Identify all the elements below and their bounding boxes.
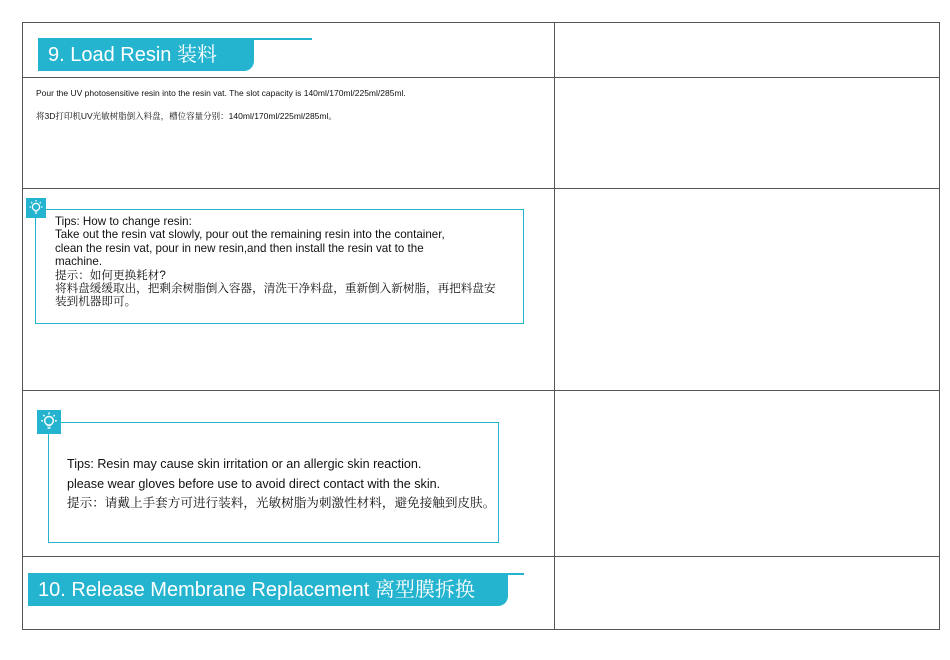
section-10-title <box>28 574 508 606</box>
tip-line: Tips: Resin may cause skin irritation or an allergic skin reaction. <box>67 457 422 471</box>
row-divider <box>23 188 939 189</box>
tip-line: 提示：请戴上手套方可进行装料，光敏树脂为刺激性材料，避免接触到皮肤。 <box>67 496 496 510</box>
section-9-title <box>38 39 254 71</box>
tip-line: Take out the resin vat slowly, pour out the remaining resin into the container, <box>55 228 445 242</box>
lightbulb-icon <box>26 198 46 218</box>
section-9-description-cn: 将3D打印机UV光敏树脂倒入料盘，槽位容量分别：140ml/170ml/225ml/285ml。 <box>36 111 337 121</box>
lightbulb-icon <box>37 410 61 434</box>
section-9-title-text: 9. Load Resin 装料 <box>48 44 217 66</box>
tip-line: Tips: How to change resin: <box>55 215 192 228</box>
tip-line: 将料盘缓缓取出，把剩余树脂倒入容器，清洗干净料盘，重新倒入新树脂，再把料盘安 <box>55 282 496 296</box>
row-divider <box>23 390 939 391</box>
tip-line: 提示：如何更换耗材? <box>55 268 166 282</box>
tip-line: 装到机器即可。 <box>55 295 137 309</box>
section-10-title-text: 10. Release Membrane Replacement 离型膜拆换 <box>38 579 475 601</box>
row-divider <box>23 77 939 78</box>
row-divider <box>23 556 939 557</box>
tip-change-resin-text <box>55 215 496 309</box>
tip-line: clean the resin vat, pour in new resin,and then install the resin vat to the <box>55 241 424 255</box>
tip-skin-irritation-text <box>67 455 495 514</box>
tip-line: machine. <box>55 255 103 269</box>
section-10-title-underline <box>28 573 524 575</box>
column-divider <box>554 23 555 629</box>
section-9-description-en: Pour the UV photosensitive resin into the resin vat. The slot capacity is 140ml/170ml/225ml/285ml. <box>36 88 406 98</box>
tip-line: please wear gloves before use to avoid direct contact with the skin. <box>67 476 441 491</box>
section-9-title-underline <box>38 38 312 40</box>
